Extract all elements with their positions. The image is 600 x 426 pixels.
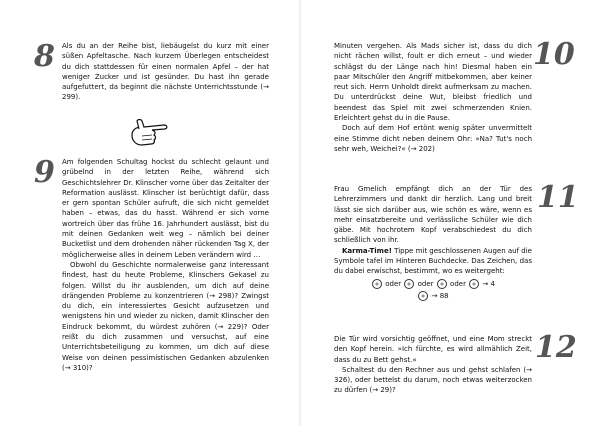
section-11-paragraph-1: Frau Gmelich empfängt dich an der Tür des Lehrerzimmers und dankt dir herzlich. Lang und breit lässt sie sich darüber aus, wie schön es wäre, wenn es mehr einsatzbereite und verlässliche Schüler wie dich gäbe. Mit hochrotem Kopf verabschiedest du dich schließlich von ihr. bbox=[334, 185, 532, 245]
section-number-12: 12 bbox=[535, 330, 577, 365]
karma-time-label: Karma-Time! bbox=[342, 246, 392, 255]
right-page bbox=[301, 0, 600, 426]
section-11-paragraph-2 bbox=[334, 246, 532, 277]
section-number-11: 11 bbox=[537, 180, 579, 215]
section-9-paragraph-1: Am folgenden Schultag hockst du schlecht gelaunt und grübelnd in der letzten Reihe, während sich Geschichtslehrer Dr. Klinscher vorne über das Zeitalter der Reformation auslässt. Klinscher ist berüchtigt dafür, dass er gern spontan Schüler aufruft, die sich nicht gemeldet haben – etwas, das du hasst. Während er sich vorne wortreich über das frühe 16. Jahrhundert auslässt, bist du mit deinen Gedanken weit weg – nämlich bei deiner Bucketlist und dem drohenden näher rückenden Tag X, der möglicherweise alles in deinem Leben verändern wird … bbox=[62, 158, 269, 259]
karma-symbol-icon bbox=[469, 279, 479, 289]
section-10-paragraph-2: Doch auf dem Hof ertönt wenig später unvermittelt eine Stimme dicht neben deinem Ohr: »Na? Tut's noch sehr weh, Weichei?« (→ 202) bbox=[334, 124, 532, 153]
karma-symbol-icon bbox=[404, 279, 414, 289]
karma-symbol-icon bbox=[372, 279, 382, 289]
section-number-10: 10 bbox=[533, 37, 575, 72]
karma-options-row-1 bbox=[334, 279, 532, 289]
section-8-paragraph: Als du an der Reihe bist, liebäugelst du kurz mit einer süßen Apfeltasche. Nach kurzem Überlegen entscheidest du dich stattdessen für einen normalen Apfel – der hat weniger Zucker und ist gesünder. Du hast ihn gerade aufgefuttert, da beginnt die nächste Unterrichtsstunde (→ 299). bbox=[62, 42, 269, 102]
or-label: oder bbox=[417, 279, 434, 288]
karma-instructions: Tippe mit geschlossenen Augen auf die Symbole tafel im Hinteren Buchdecke. Das Zeichen, das du dabei erwischst, bestimmt, wo es weitergeht: bbox=[334, 246, 532, 276]
section-11-text bbox=[334, 184, 532, 301]
section-9-text bbox=[62, 157, 269, 373]
pointing-hand-icon bbox=[128, 117, 170, 151]
section-12-text bbox=[334, 334, 532, 396]
section-10-text bbox=[334, 41, 532, 154]
or-label: oder bbox=[450, 279, 466, 288]
or-label: oder bbox=[385, 279, 402, 288]
karma-result-2: → 88 bbox=[431, 291, 449, 300]
karma-options-row-2 bbox=[334, 291, 532, 301]
section-12-paragraph-1: Die Tür wird vorsichtig geöffnet, und eine Mom streckt den Kopf herein. »Ich fürchte, es wird allmählich Zeit, dass du zu Bett gehst.« bbox=[334, 335, 532, 364]
section-10-paragraph-1: Minuten vergehen. Als Mads sicher ist, dass du dich nicht rächen willst, foult er dich erneut – und wieder schlägst du der Länge nach hin! Diesmal haben ein paar Mitschüler den Angriff mitbekommen, aber keiner reut sich. Herrn Unholdt direkt aufmerksam zu machen. Du unterdrückst deine Wut, bleibst friedlich und beendest das Spiel mit zwei schmerzenden Knien. Erleichtert gehst du in die Pause. bbox=[334, 42, 532, 123]
section-9-paragraph-2: Obwohl du Geschichte normalerweise ganz interessant findest, hast du heute Probleme, Klinschers Gekasel zu folgen. Willst du ihr ausblenden, um dich auf deine drängenden Probleme zu konzentrieren (→ 298)? Zwingst du dich, ein interessiertes Gesicht aufzusetzen und wenigstens hin und wieder zu nicken, damit Klinscher den Eindruck bekommt, du würdest zuhören (→ 229)? Oder reißt du dich zusammen und versuchst, auf eine Unterrichtsbeteiligung zu kommen, um dich auf diese Weise von deinen pessimistischen Gedanken abzulenken (→ 310)? bbox=[62, 260, 269, 372]
section-8-text bbox=[62, 41, 269, 103]
karma-symbol-icon bbox=[418, 291, 428, 301]
section-number-9: 9 bbox=[34, 155, 55, 190]
karma-result-1: → 4 bbox=[482, 279, 495, 288]
section-12-paragraph-2: Schaltest du den Rechner aus und gehst schlafen (→ 326), oder bettelst du darum, noch etwas weiterzocken zu dürfen (→ 29)? bbox=[334, 365, 532, 395]
left-page bbox=[0, 0, 299, 426]
section-number-8: 8 bbox=[34, 39, 55, 74]
karma-symbol-icon bbox=[437, 279, 447, 289]
